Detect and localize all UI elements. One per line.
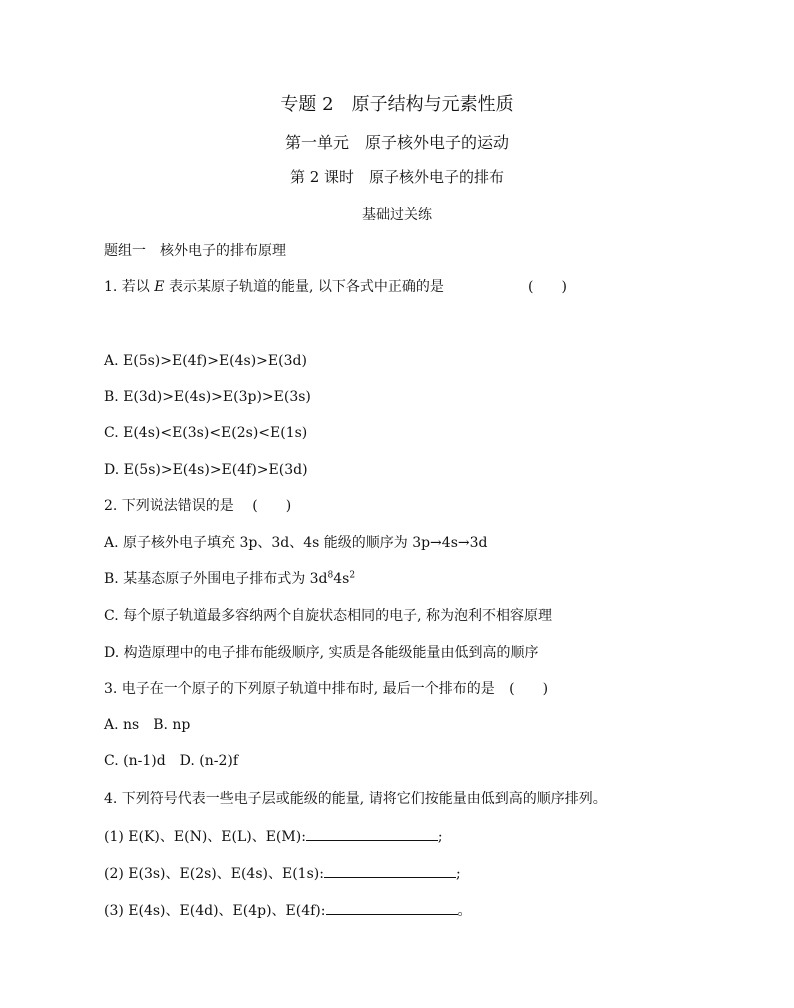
q4-part3 [104, 900, 472, 920]
q4-part2 [104, 863, 461, 883]
q2-option-b-sup2: 2 [349, 570, 356, 581]
q4-part3-label: (3) E(4s)、E(4d)、E(4p)、E(4f): [104, 903, 326, 919]
group1-title: 题组一 核外电子的排布原理 [104, 243, 286, 259]
q3-stem-text: 3. 电子在一个原子的下列原子轨道中排布时, 最后一个排布的是 [104, 681, 495, 697]
q3-answer-paren[interactable]: ( ) [509, 681, 549, 697]
q4-part1-end: ; [437, 829, 443, 845]
q2-option-b-sup1: 8 [327, 570, 334, 581]
unit-title: 第一单元 原子核外电子的运动 [284, 133, 509, 152]
q1-option-a[interactable]: A. E(5s)>E(4f)>E(4s)>E(3d) [104, 353, 307, 369]
q2-option-d[interactable]: D. 构造原理中的电子排布能级顺序, 实质是各能级能量由低到高的顺序 [104, 645, 539, 661]
q4-part2-end: ; [455, 866, 461, 882]
q2-option-b-pre: B. 某基态原子外围电子排布式为 3d [104, 571, 328, 587]
lesson-title: 第 2 课时 原子核外电子的排布 [289, 168, 505, 186]
q1-answer-paren[interactable]: ( ) [528, 279, 567, 295]
topic-title: 专题 2 原子结构与元素性质 [280, 94, 514, 115]
q4-part1-blank[interactable] [306, 826, 438, 841]
q2-stem [104, 497, 291, 515]
q3-options-ab[interactable]: A. ns B. np [104, 717, 191, 733]
q4-part3-end: 。 [457, 903, 472, 919]
q3-stem [104, 680, 548, 698]
q2-option-b-mid: 4s [333, 571, 350, 587]
q4-part1-label: (1) E(K)、E(N)、E(L)、E(M): [104, 829, 306, 845]
q1-stem-post: 表示某原子轨道的能量, 以下各式中正确的是 [164, 279, 444, 295]
q1-stem-pre: 1. 若以 [104, 279, 155, 295]
q4-part1 [104, 826, 443, 846]
q2-answer-paren[interactable]: ( ) [252, 498, 292, 514]
q1-option-b[interactable]: B. E(3d)>E(4s)>E(3p)>E(3s) [104, 389, 311, 405]
q2-option-c[interactable]: C. 每个原子轨道最多容纳两个自旋状态相同的电子, 称为泡利不相容原理 [104, 608, 553, 624]
q4-stem: 4. 下列符号代表一些电子层或能级的能量, 请将它们按能量由低到高的顺序排列。 [104, 791, 607, 807]
q1-stem [104, 278, 444, 296]
q1-option-d[interactable]: D. E(5s)>E(4s)>E(4f)>E(3d) [104, 462, 308, 478]
q2-option-a[interactable]: A. 原子核外电子填充 3p、3d、4s 能级的顺序为 3p→4s→3d [104, 535, 488, 551]
q3-options-cd[interactable]: C. (n-1)d D. (n-2)f [104, 753, 239, 769]
q2-stem-text: 2. 下列说法错误的是 [104, 498, 234, 514]
q2-option-b[interactable] [104, 570, 355, 588]
q4-part2-blank[interactable] [324, 863, 456, 878]
q4-part2-label: (2) E(3s)、E(2s)、E(4s)、E(1s): [104, 866, 324, 882]
q1-option-c[interactable]: C. E(4s)<E(3s)<E(2s)<E(1s) [104, 425, 308, 441]
q1-stem-e: E [154, 279, 165, 295]
q4-part3-blank[interactable] [326, 900, 458, 915]
section-title: 基础过关练 [362, 207, 432, 223]
